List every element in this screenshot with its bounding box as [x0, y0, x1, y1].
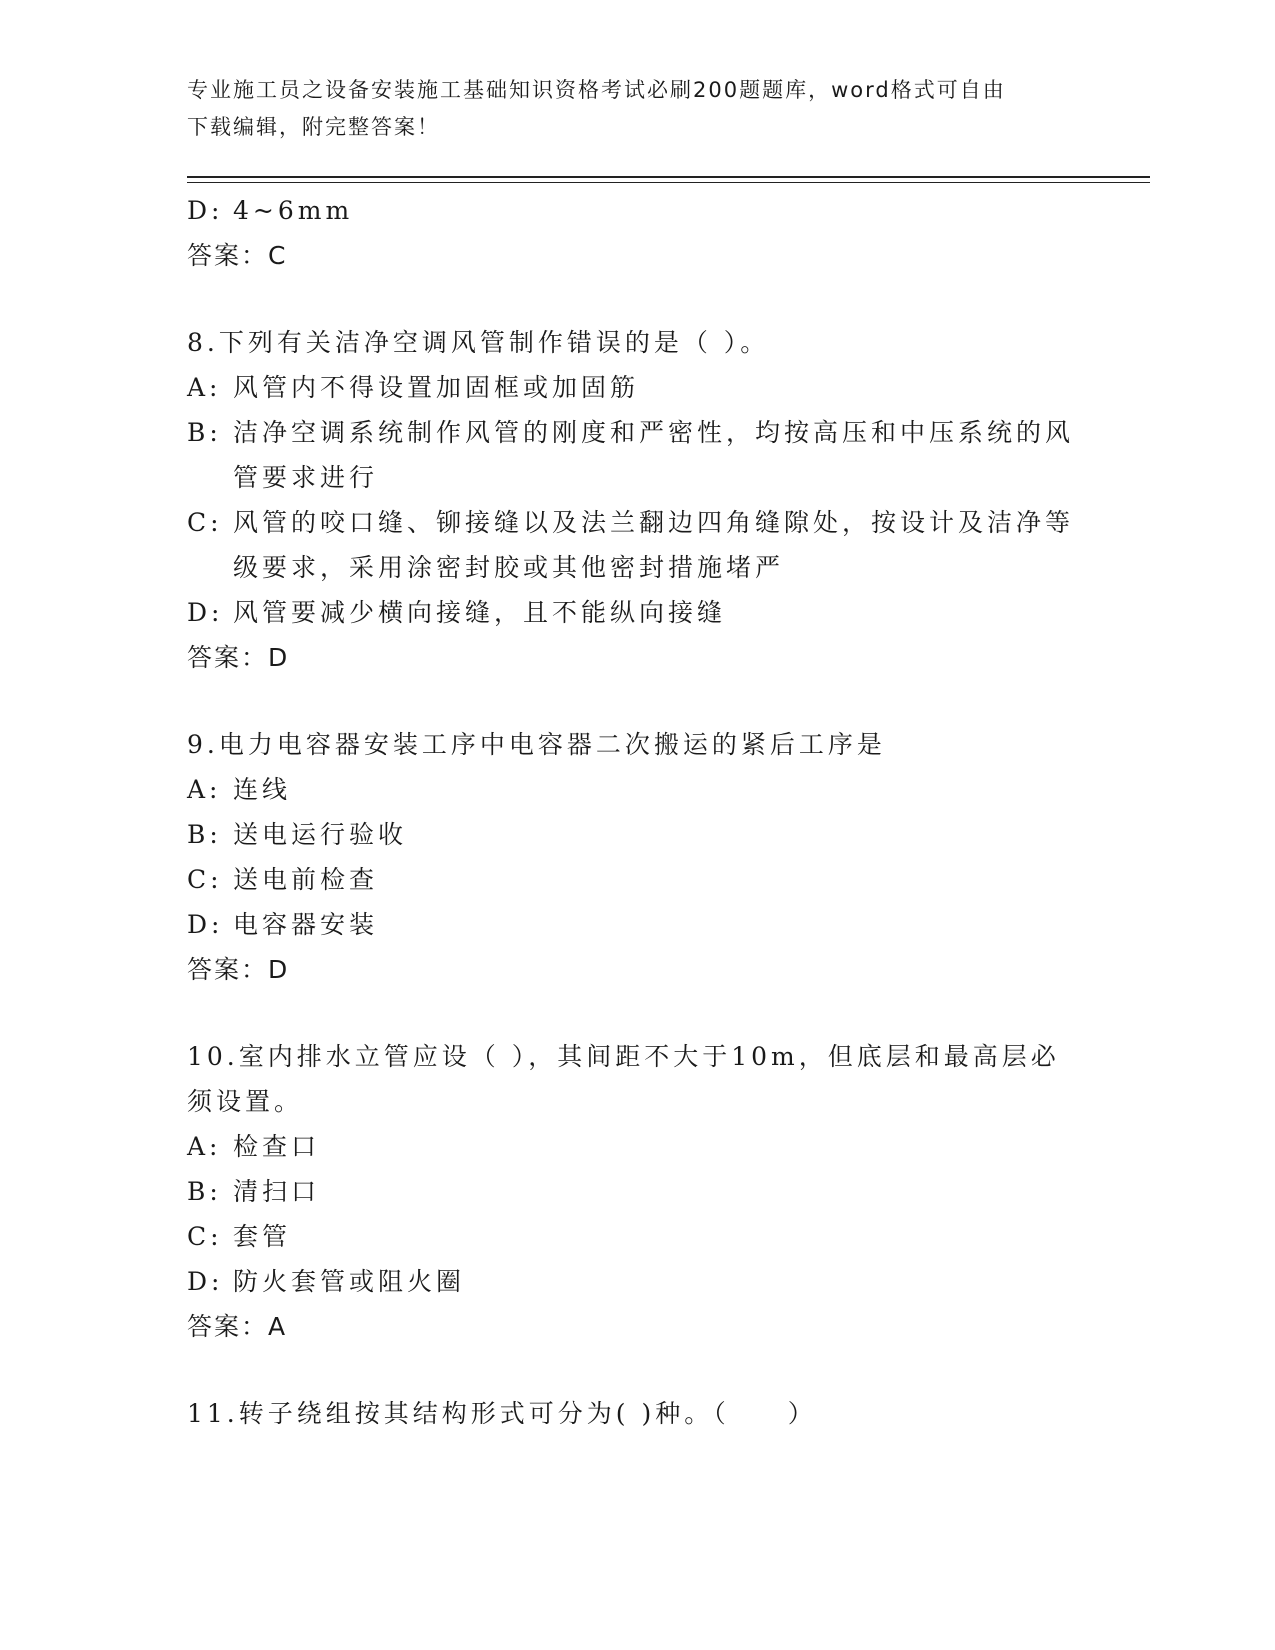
option-a [187, 365, 1087, 410]
question-stem: 9.电力电容器安装工序中电容器二次搬运的紧后工序是 [187, 730, 886, 759]
option-text: 防火套管或阻火圈 [233, 1267, 466, 1296]
option-text: 清扫口 [233, 1177, 321, 1206]
answer-line: 答案：D [187, 955, 290, 984]
answer-line: 答案：C [187, 241, 288, 270]
option-label: B: [187, 1177, 222, 1206]
question-stem: 11.转子绕组按其结构形式可分为( )种。（ ） [187, 1399, 817, 1428]
question-11 [187, 1391, 1087, 1436]
question-8 [187, 320, 1087, 680]
option-label: D: [187, 1267, 224, 1296]
answer-line: 答案：D [187, 643, 290, 672]
question-stem: 10.室内排水立管应设（ ），其间距不大于10m，但底层和最高层必须设置。 [187, 1042, 1060, 1116]
option-label: A: [187, 373, 222, 402]
option-d [187, 902, 1087, 947]
option-c [187, 500, 1087, 590]
option-c [187, 857, 1087, 902]
option-label: C: [187, 865, 223, 894]
option-text: 连线 [233, 775, 292, 804]
answer-line: 答案：A [187, 1312, 288, 1341]
option-label: B: [187, 418, 222, 447]
option-text: 洁净空调系统制作风管的刚度和严密性，均按高压和中压系统的风管要求进行 [233, 418, 1075, 492]
header-line-2: 下载编辑，附完整答案！ [187, 115, 440, 139]
option-d [187, 188, 1087, 233]
option-text: 电容器安装 [233, 910, 379, 939]
option-b [187, 410, 1087, 500]
option-c [187, 1214, 1087, 1259]
option-text: 送电前检查 [233, 865, 379, 894]
question-stem: 8.下列有关洁净空调风管制作错误的是（ ）。 [187, 328, 770, 357]
option-text: 套管 [233, 1222, 292, 1251]
option-label: D: [187, 910, 224, 939]
option-label: A: [187, 775, 222, 804]
option-text: 风管要减少横向接缝，且不能纵向接缝 [233, 598, 727, 627]
document-header [187, 72, 1067, 146]
option-text: 4~6mm [233, 196, 354, 225]
option-text: 送电运行验收 [233, 820, 408, 849]
option-a [187, 767, 1087, 812]
option-label: B: [187, 820, 222, 849]
option-label: A: [187, 1132, 222, 1161]
option-text: 风管内不得设置加固框或加固筋 [233, 373, 640, 402]
option-label: D: [187, 598, 224, 627]
option-text: 检查口 [233, 1132, 321, 1161]
option-label: C: [187, 508, 223, 537]
option-b [187, 812, 1087, 857]
header-rule-thick [187, 176, 1150, 178]
option-text: 风管的咬口缝、铆接缝以及法兰翻边四角缝隙处，按设计及洁净等级要求，采用涂密封胶或其他密封措施堵严 [233, 508, 1075, 582]
header-line-1: 专业施工员之设备安装施工基础知识资格考试必刷200题题库，word格式可自由 [187, 78, 1006, 102]
option-d [187, 1259, 1087, 1304]
option-label: D: [187, 196, 224, 225]
previous-question-tail [187, 188, 1087, 278]
question-9 [187, 722, 1087, 992]
option-label: C: [187, 1222, 223, 1251]
option-a [187, 1124, 1087, 1169]
option-b [187, 1169, 1087, 1214]
option-d [187, 590, 1087, 635]
question-10 [187, 1034, 1087, 1349]
header-rule-thin [187, 182, 1150, 183]
question-content [187, 188, 1087, 1436]
